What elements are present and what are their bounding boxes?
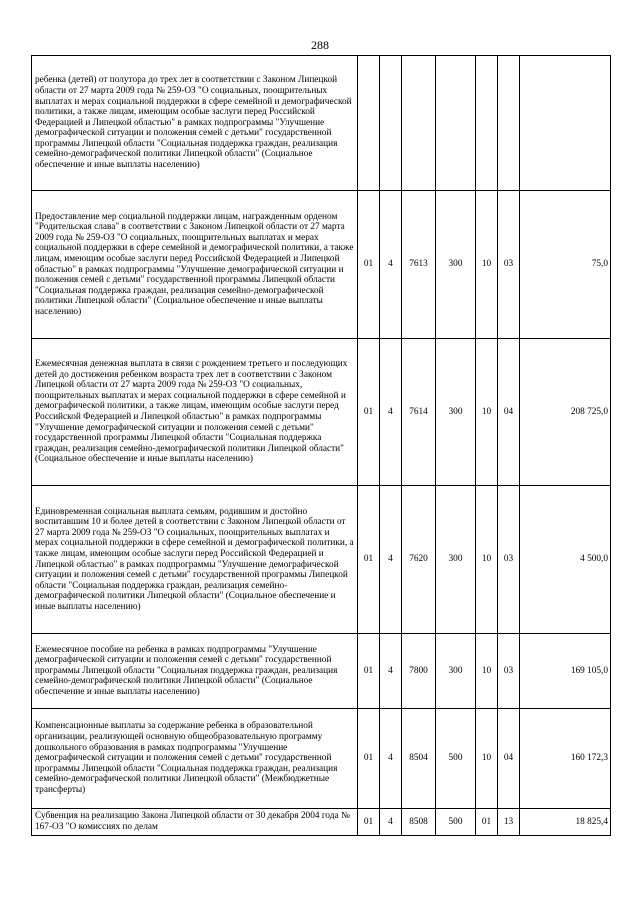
row-description: Компенсационные выплаты за содержание ребенка в образовательной организации, реализующей основную общеобразовательную программу дошкольного образования в рамках подпрограммы "Улучшение демографической ситуации и положения семей с детьми" государственной программы Липецкой области "Социальная поддержка граждан, реализация семейно-демографической политики Липецкой области" (Межбюджетные трансферты) xyxy=(32,709,358,809)
cell-code-5: 01 xyxy=(476,809,498,836)
row-description: Ежемесячная денежная выплата в связи с рождением третьего и последующих детей до достижения ребенком возраста трех лет в соответствии с Законом Липецкой области от 27 марта 2009 года № 259-ОЗ "О социальных, поощрительных выплатах и мерах социальной поддержки в сфере семейной и демографической политики, а также лицам, имеющим особые заслуги перед Российской Федерацией и Липецкой областью" в рамках подпрограммы "Улучшение демографической ситуации и положения семей с детьми" государственной программы Липецкой области "Социальная поддержка граждан, реализация семейно-демографической политики Липецкой области" (Социальное обеспечение и иные выплаты населению) xyxy=(32,339,358,486)
cell-code-1: 01 xyxy=(358,191,380,339)
table-row xyxy=(32,339,611,486)
cell-code-6: 03 xyxy=(498,634,520,709)
table-row xyxy=(32,191,611,339)
cell-amount: 160 172,3 xyxy=(520,709,611,809)
cell-code-6 xyxy=(498,56,520,191)
cell-code-4: 300 xyxy=(436,339,476,486)
cell-code-4: 300 xyxy=(436,634,476,709)
cell-code-6: 03 xyxy=(498,191,520,339)
cell-code-6: 04 xyxy=(498,339,520,486)
cell-amount: 18 825,4 xyxy=(520,809,611,836)
budget-table xyxy=(31,55,611,836)
cell-code-1: 01 xyxy=(358,709,380,809)
cell-code-2 xyxy=(380,56,402,191)
cell-code-4: 300 xyxy=(436,486,476,634)
cell-code-2: 4 xyxy=(380,191,402,339)
row-description: Субвенция на реализацию Закона Липецкой области от 30 декабря 2004 года № 167-ОЗ "О комиссиях по делам xyxy=(32,809,358,836)
cell-code-5: 10 xyxy=(476,709,498,809)
row-description: ребенка (детей) от полутора до трех лет в соответствии с Законом Липецкой области от 27 марта 2009 года № 259-ОЗ "О социальных, поощрительных выплатах и мерах социальной поддержки в сфере семейной и демографической политики, а также лицам, имеющим особые заслуги перед Российской Федерацией и Липецкой областью" в рамках подпрограммы "Улучшение демографической ситуации и положения семей с детьми" государственной программы Липецкой области "Социальная поддержка граждан, реализация семейно-демографической политики Липецкой области" (Социальное обеспечение и иные выплаты населению) xyxy=(32,56,358,191)
cell-code-5: 10 xyxy=(476,486,498,634)
cell-code-4: 300 xyxy=(436,191,476,339)
cell-amount: 75,0 xyxy=(520,191,611,339)
cell-code-1 xyxy=(358,56,380,191)
cell-code-3: 7620 xyxy=(402,486,436,634)
cell-code-2: 4 xyxy=(380,809,402,836)
table-row xyxy=(32,56,611,191)
cell-code-4: 500 xyxy=(436,809,476,836)
cell-code-3: 8504 xyxy=(402,709,436,809)
cell-amount: 208 725,0 xyxy=(520,339,611,486)
cell-code-4: 500 xyxy=(436,709,476,809)
cell-code-5 xyxy=(476,56,498,191)
cell-code-6: 03 xyxy=(498,486,520,634)
cell-code-3 xyxy=(402,56,436,191)
cell-code-2: 4 xyxy=(380,339,402,486)
cell-code-5: 10 xyxy=(476,634,498,709)
cell-code-3: 8508 xyxy=(402,809,436,836)
page-number: 288 xyxy=(311,38,329,52)
cell-code-6: 13 xyxy=(498,809,520,836)
table-row xyxy=(32,709,611,809)
cell-code-3: 7613 xyxy=(402,191,436,339)
row-description: Предоставление мер социальной поддержки лицам, награжденным орденом "Родительская слава" в соответствии с Законом Липецкой области от 27 марта 2009 года № 259-ОЗ "О социальных, поощрительных выплатах и мерах социальной поддержки в сфере семейной и демографической политики, а также лицам, имеющим особые заслуги перед Российской Федерацией и Липецкой областью" в рамках подпрограммы "Улучшение демографической ситуации и положения семей с детьми" государственной программы Липецкой области "Социальная поддержка граждан, реализация семейно-демографической политики Липецкой области" (Социальное обеспечение и иные выплаты населению) xyxy=(32,191,358,339)
cell-code-5: 10 xyxy=(476,191,498,339)
cell-amount: 4 500,0 xyxy=(520,486,611,634)
cell-code-3: 7614 xyxy=(402,339,436,486)
row-description: Единовременная социальная выплата семьям, родившим и достойно воспитавшим 10 и более детей в соответствии с Законом Липецкой области от 27 марта 2009 года № 259-ОЗ "О социальных, поощрительных выплатах и мерах социальной поддержки в сфере семейной и демографической политики, а также лицам, имеющим особые заслуги перед Российской Федерацией и Липецкой областью" в рамках подпрограммы "Улучшение демографической ситуации и положения семей с детьми" государственной программы Липецкой области "Социальная поддержка граждан, реализация семейно-демографической политики Липецкой области" (Социальное обеспечение и иные выплаты населению) xyxy=(32,486,358,634)
cell-code-2: 4 xyxy=(380,709,402,809)
table-row xyxy=(32,634,611,709)
cell-code-6: 04 xyxy=(498,709,520,809)
cell-code-3: 7800 xyxy=(402,634,436,709)
cell-code-1: 01 xyxy=(358,809,380,836)
cell-code-4 xyxy=(436,56,476,191)
cell-code-1: 01 xyxy=(358,339,380,486)
cell-amount xyxy=(520,56,611,191)
cell-code-2: 4 xyxy=(380,634,402,709)
cell-code-1: 01 xyxy=(358,486,380,634)
table-row xyxy=(32,809,611,836)
row-description: Ежемесячное пособие на ребенка в рамках подпрограммы "Улучшение демографической ситуации и положения семей с детьми" государственной программы Липецкой области "Социальная поддержка граждан, реализация семейно-демографической политики Липецкой области" (Социальное обеспечение и иные выплаты населению) xyxy=(32,634,358,709)
cell-code-5: 10 xyxy=(476,339,498,486)
cell-code-1: 01 xyxy=(358,634,380,709)
table-row xyxy=(32,486,611,634)
cell-amount: 169 105,0 xyxy=(520,634,611,709)
cell-code-2: 4 xyxy=(380,486,402,634)
